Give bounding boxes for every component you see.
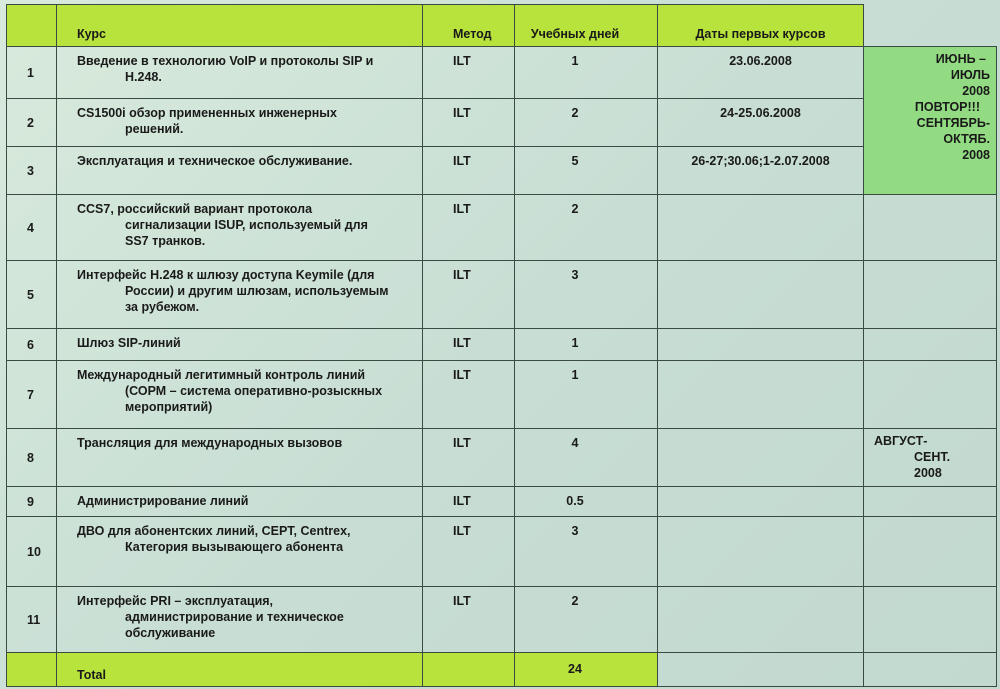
schedule-note	[864, 517, 997, 587]
total-row	[7, 653, 997, 687]
table-row	[7, 99, 997, 147]
course-dates	[658, 261, 864, 329]
schedule-note	[864, 195, 997, 261]
table-row	[7, 517, 997, 587]
header-course: Курс	[57, 5, 423, 47]
header-num	[7, 5, 57, 47]
course-days: 5	[515, 147, 658, 195]
course-method: ILT	[423, 487, 515, 517]
course-days: 1	[515, 329, 658, 361]
row-number: 5	[7, 261, 57, 329]
course-table	[6, 4, 997, 687]
header-method: Метод	[423, 5, 515, 47]
row-number: 7	[7, 361, 57, 429]
row-number: 11	[7, 587, 57, 653]
course-dates	[658, 329, 864, 361]
course-method: ILT	[423, 147, 515, 195]
table-row	[7, 487, 997, 517]
header-days: Учебных дней	[515, 5, 658, 47]
course-title: Шлюз SIP-линий	[57, 329, 423, 361]
total-note	[864, 653, 997, 687]
course-days: 2	[515, 195, 658, 261]
total-label: Total	[57, 653, 423, 687]
course-days: 3	[515, 517, 658, 587]
course-dates	[658, 517, 864, 587]
course-days: 1	[515, 47, 658, 99]
course-days: 2	[515, 587, 658, 653]
total-method	[423, 653, 515, 687]
row-number: 8	[7, 429, 57, 487]
table-row	[7, 361, 997, 429]
course-days: 1	[515, 361, 658, 429]
total-dates	[658, 653, 864, 687]
course-dates	[658, 587, 864, 653]
table-row	[7, 587, 997, 653]
course-title: Эксплуатация и техническое обслуживание.	[57, 147, 423, 195]
row-number: 4	[7, 195, 57, 261]
course-title: Интерфейс H.248 к шлюзу доступа Keymile (для России) и другим шлюзам, используемым за рубежом.	[57, 261, 423, 329]
course-dates: 23.06.2008	[658, 47, 864, 99]
course-title: Международный легитимный контроль линий (СОРМ – система оперативно-розыскных мероприятий)	[57, 361, 423, 429]
row-number: 2	[7, 99, 57, 147]
course-title: CCS7, российский вариант протокола сигнализации ISUP, используемый для SS7 транков.	[57, 195, 423, 261]
schedule-note	[864, 261, 997, 329]
course-dates	[658, 487, 864, 517]
course-days: 2	[515, 99, 658, 147]
header-row	[7, 5, 997, 47]
header-blank	[864, 5, 997, 47]
course-days: 0.5	[515, 487, 658, 517]
total-days: 24	[515, 653, 658, 687]
schedule-note-autumn: АВГУСТ- СЕНТ. 2008	[864, 429, 997, 487]
course-title: Интерфейс PRI – эксплуатация, администрирование и техническое обслуживание	[57, 587, 423, 653]
course-title: CS1500i обзор примененных инженерных решений.	[57, 99, 423, 147]
course-method: ILT	[423, 261, 515, 329]
course-method: ILT	[423, 195, 515, 261]
table-row	[7, 261, 997, 329]
course-title: Введение в технологию VoIP и протоколы SIP и H.248.	[57, 47, 423, 99]
course-dates	[658, 361, 864, 429]
course-method: ILT	[423, 517, 515, 587]
schedule-note	[864, 329, 997, 361]
course-dates	[658, 195, 864, 261]
course-dates: 26-27;30.06;1-2.07.2008	[658, 147, 864, 195]
header-dates: Даты первых курсов	[658, 5, 864, 47]
table-row	[7, 47, 997, 99]
course-days: 3	[515, 261, 658, 329]
row-number: 1	[7, 47, 57, 99]
schedule-note-summer: ИЮНЬ – ИЮЛЬ 2008 ПОВТОР!!! СЕНТЯБРЬ- ОКТЯБ. 2008	[864, 47, 997, 195]
course-dates	[658, 429, 864, 487]
course-days: 4	[515, 429, 658, 487]
schedule-note	[864, 487, 997, 517]
course-method: ILT	[423, 329, 515, 361]
table-row	[7, 429, 997, 487]
course-method: ILT	[423, 47, 515, 99]
course-title: Трансляция для международных вызовов	[57, 429, 423, 487]
table-row	[7, 147, 997, 195]
total-num	[7, 653, 57, 687]
table-row	[7, 329, 997, 361]
course-title: ДВО для абонентских линий, CEPT, Centrex, Категория вызывающего абонента	[57, 517, 423, 587]
row-number: 9	[7, 487, 57, 517]
schedule-note	[864, 361, 997, 429]
row-number: 3	[7, 147, 57, 195]
row-number: 6	[7, 329, 57, 361]
row-number: 10	[7, 517, 57, 587]
course-dates: 24-25.06.2008	[658, 99, 864, 147]
schedule-note	[864, 587, 997, 653]
course-title: Администрирование линий	[57, 487, 423, 517]
course-method: ILT	[423, 361, 515, 429]
course-method: ILT	[423, 99, 515, 147]
course-method: ILT	[423, 587, 515, 653]
table-row	[7, 195, 997, 261]
course-method: ILT	[423, 429, 515, 487]
